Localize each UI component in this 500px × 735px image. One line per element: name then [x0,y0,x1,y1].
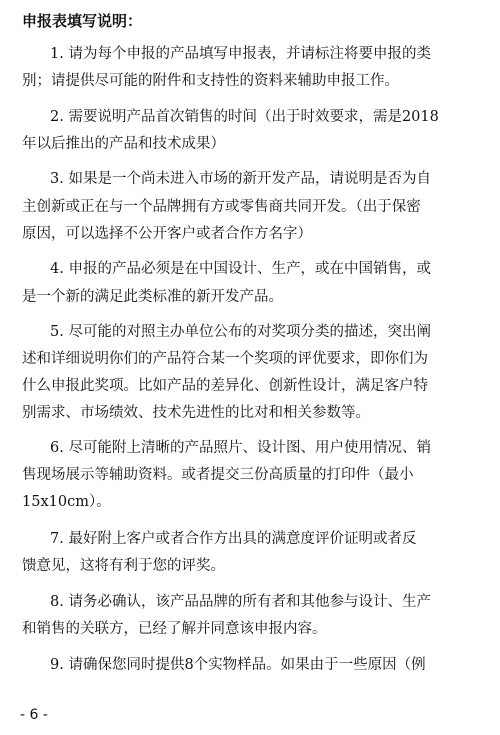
item-1-line-1: 1. 请为每个申报的产品填写申报表，并请标注将要申报的类 [50,46,431,62]
item-1-line-2: 别；请提供尽可能的附件和支持性的资料来辅助申报工作。 [22,73,399,89]
item-5-line-2: 述和详细说明你们的产品符合某一个奖项的评优要求，即你们为 [22,351,428,367]
item-9-line-1: 9. 请确保您同时提供8个实物样品。如果由于一些原因（例 [50,657,426,673]
item-7-line-1: 7. 最好附上客户或者合作方出具的满意度评价证明或者反 [50,531,417,547]
item-5-line-4: 别需求、市场绩效、技术先进性的比对和相关参数等。 [22,405,370,421]
item-2-line-2: 年以后推出的产品和技术成果） [22,136,225,152]
item-4-line-1: 4. 申报的产品必须是在中国设计、生产，或在中国销售，或 [50,261,431,277]
item-6-line-3: 15x10cm）。 [22,494,111,510]
item-8-line-2: 和销售的关联方，已经了解并同意该申报内容。 [22,621,327,637]
item-3-line-1: 3. 如果是一个尚未进入市场的新开发产品，请说明是否为自 [50,171,431,187]
item-3-line-2: 主创新或正在与一个品牌拥有方或零售商共同开发。（出于保密 [22,199,421,215]
page-number: - 6 - [20,707,48,723]
item-5-line-3: 什么申报此奖项。比如产品的差异化、创新性设计，满足客户特 [22,378,428,394]
document-heading: 申报表填写说明： [22,12,143,30]
item-5-line-1: 5. 尽可能的对照主办单位公布的对奖项分类的描述，突出阐 [50,324,431,340]
item-8-line-1: 8. 请务必确认，该产品品牌的所有者和其他参与设计、生产 [50,594,431,610]
item-2-line-1: 2. 需要说明产品首次销售的时间（出于时效要求，需是2018 [50,109,439,125]
item-4-line-2: 是一个新的满足此类标准的新开发产品。 [22,289,283,305]
item-6-line-1: 6. 尽可能附上清晰的产品照片、设计图、用户使用情况、销 [50,440,431,456]
item-6-line-2: 售现场展示等辅助资料。或者提交三份高质量的打印件（最小 [22,467,414,483]
item-3-line-3: 原因，可以选择不公开客户或者合作方名字） [22,226,312,242]
item-7-line-2: 馈意见，这将有利于您的评奖。 [22,558,225,574]
